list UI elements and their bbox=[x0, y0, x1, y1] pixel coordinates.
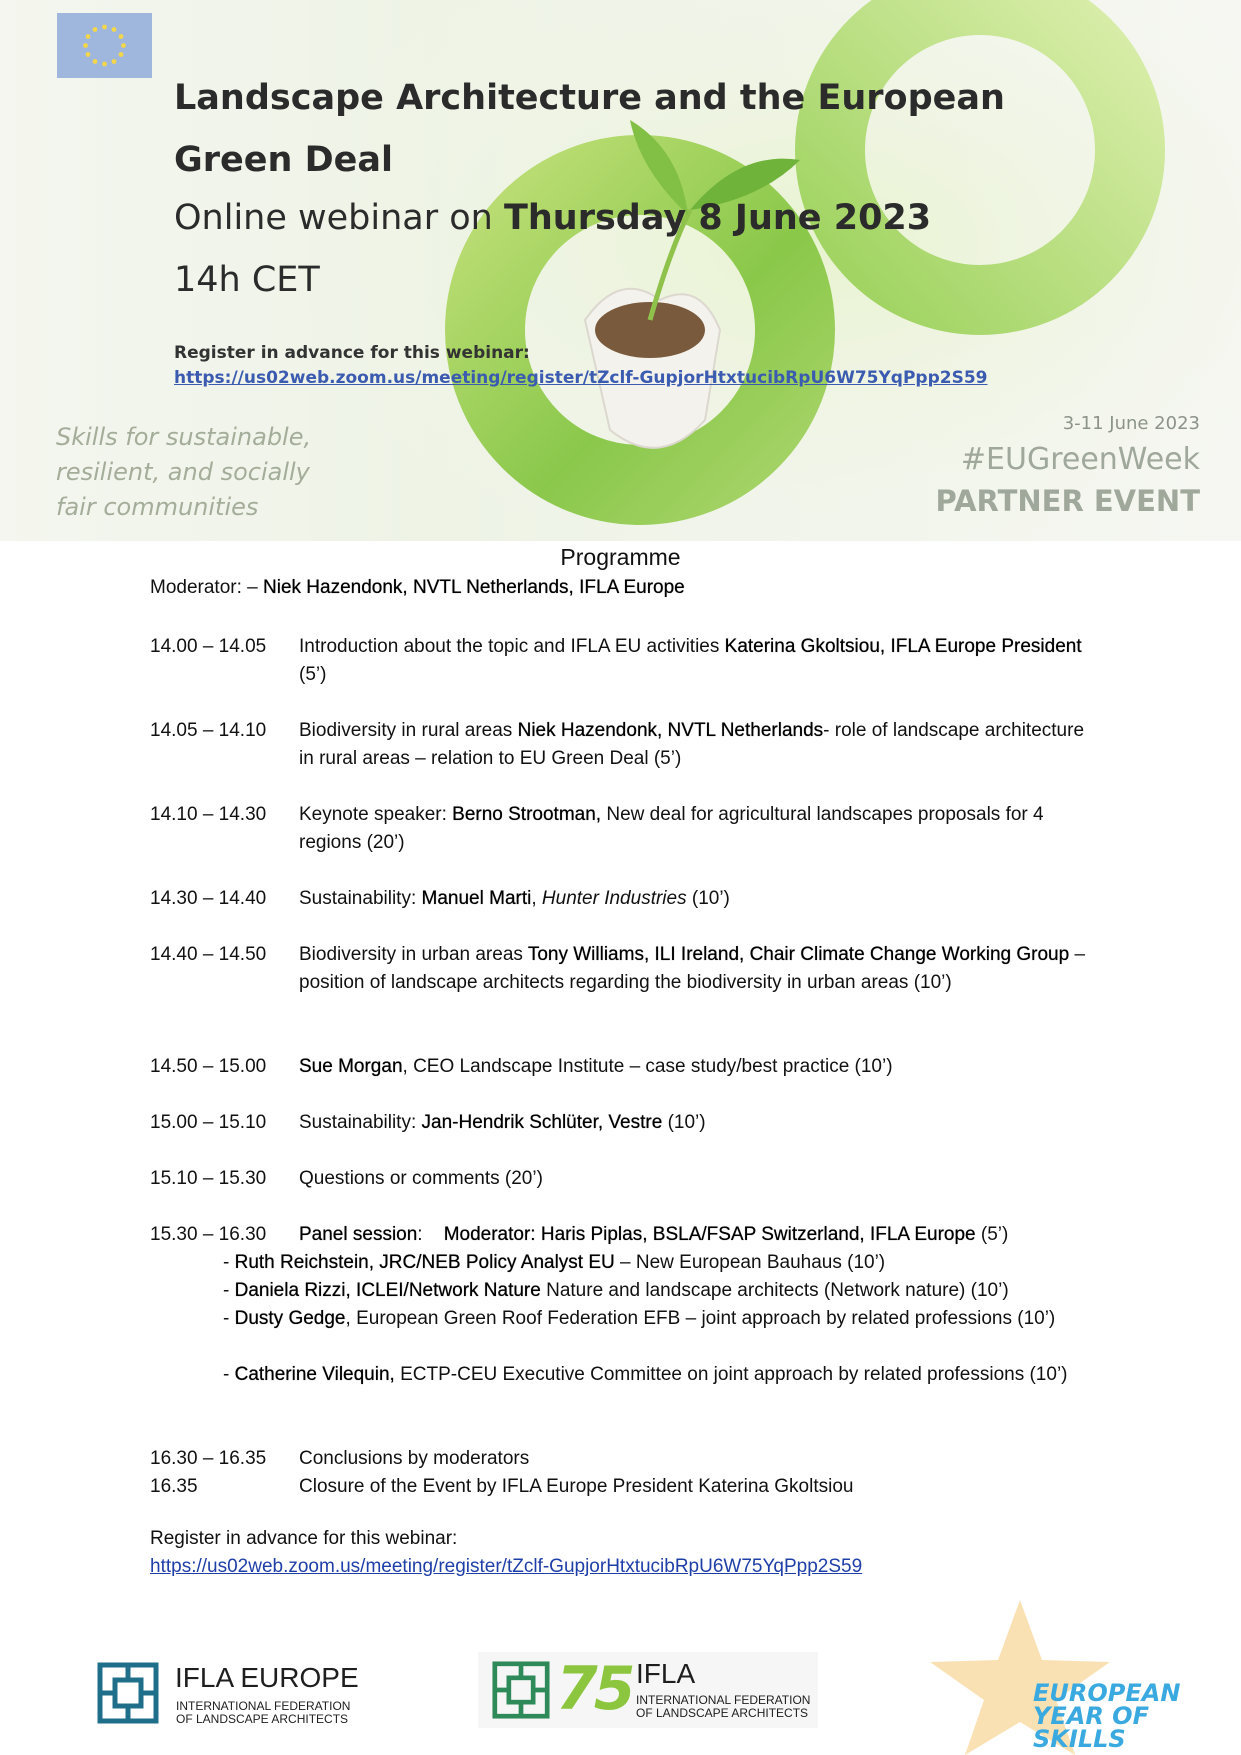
programme-item: 15.30 – 16.30 Panel session: Moderator: Haris Piplas, BSLA/FSAP Switzerland, IFLA Europe (5’) bbox=[150, 1221, 1090, 1249]
tagline-line: fair communities bbox=[56, 493, 259, 521]
programme-time: 14.50 – 15.00 bbox=[150, 1056, 267, 1077]
programme-moderator: Moderator: – Niek Hazendonk, NVTL Netherlands, IFLA Europe bbox=[150, 577, 685, 598]
banner-time: 14h CET bbox=[174, 260, 320, 300]
panel-member: - Daniela Rizzi, ICLEI/Network Nature Nature and landscape architects (Network nature) (10’) bbox=[223, 1280, 1009, 1301]
green-week-hashtag: #EUGreenWeek bbox=[960, 442, 1200, 477]
banner-title-line-3: Online webinar on Thursday 8 June 2023 bbox=[174, 198, 932, 238]
programme-item: 14.10 – 14.30 Keynote speaker: Berno Strootman, New deal for agricultural landscapes proposals for 4 regions (20’) bbox=[150, 801, 1090, 857]
programme-time: 15.10 – 15.30 bbox=[150, 1168, 267, 1189]
programme-item: 16.30 – 16.35 Conclusions by moderators bbox=[150, 1445, 1090, 1473]
european-year-of-skills-logo bbox=[920, 1600, 1180, 1755]
programme-item: 14.50 – 15.00 Sue Morgan, CEO Landscape Institute – case study/best practice (10’) bbox=[150, 1053, 1090, 1081]
panel-member: - Ruth Reichstein, JRC/NEB Policy Analyst EU – New European Bauhaus (10’) bbox=[223, 1252, 886, 1273]
programme-title: Programme bbox=[560, 544, 681, 570]
ifla-75-name: IFLA bbox=[636, 1658, 696, 1689]
programme-item: 15.00 – 15.10 Sustainability: Jan-Hendrik Schlüter, Vestre (10’) bbox=[150, 1109, 1090, 1137]
event-date: Thursday 8 June 2023 bbox=[504, 198, 932, 238]
panel-member: - Dusty Gedge, European Green Roof Federation EFB – joint approach by related professions (10’) bbox=[223, 1308, 1056, 1329]
ifla-75-subtitle: INTERNATIONAL FEDERATION OF LANDSCAPE ARCHITECTS bbox=[636, 1693, 811, 1720]
banner-title-line-1: Landscape Architecture and the European bbox=[174, 78, 1005, 118]
event-banner bbox=[0, 0, 1241, 541]
ifla-emblem-icon bbox=[492, 1661, 550, 1719]
banner-register-label: Register in advance for this webinar: bbox=[174, 343, 530, 363]
programme-time: 14.30 – 14.40 bbox=[150, 888, 267, 909]
register-link[interactable]: https://us02web.zoom.us/meeting/register/tZclf-GupjorHtxtucibRpU6W75YqPpp2S59 bbox=[150, 1556, 863, 1577]
tagline-line: Skills for sustainable, bbox=[56, 423, 312, 451]
eu-flag-icon bbox=[57, 13, 152, 78]
programme-time: 15.00 – 15.10 bbox=[150, 1112, 267, 1133]
ifla-75-number: 75 bbox=[556, 1654, 632, 1724]
panel-member: - Catherine Vilequin, ECTP-CEU Executive Committee on joint approach by related professions (10’) bbox=[223, 1364, 1068, 1385]
programme-item: 16.35 Closure of the Event by IFLA Europe President Katerina Gkoltsiou bbox=[150, 1473, 1090, 1501]
banner-tagline bbox=[56, 420, 311, 525]
programme-item: 14.00 – 14.05 Introduction about the topic and IFLA EU activities Katerina Gkoltsiou, IFLA Europe President (5’) bbox=[150, 633, 1090, 689]
ifla-emblem-icon bbox=[97, 1662, 159, 1724]
ifla-europe-name: IFLA EUROPE bbox=[175, 1662, 359, 1693]
register-label: Register in advance for this webinar: bbox=[150, 1528, 458, 1549]
programme-time: 14.05 – 14.10 bbox=[150, 720, 267, 741]
programme-item: 14.05 – 14.10 Biodiversity in rural areas Niek Hazendonk, NVTL Netherlands- role of landscape architecture in rural areas – relation to EU Green Deal (5’) bbox=[150, 717, 1090, 773]
tagline-line: resilient, and socially bbox=[56, 458, 310, 486]
programme-item: 14.40 – 14.50 Biodiversity in urban areas Tony Williams, ILI Ireland, Chair Climate Change Working Group – position of landscape architects regarding the biodiversity in urban areas (10’) bbox=[150, 941, 1090, 997]
programme-item: 15.10 – 15.30 Questions or comments (20’) bbox=[150, 1165, 1090, 1193]
skills-text: EUROPEAN YEAR OF SKILLS bbox=[1033, 1679, 1181, 1753]
programme-time: 16.35 bbox=[150, 1476, 198, 1497]
programme-time: 15.30 – 16.30 bbox=[150, 1224, 267, 1245]
partner-event-label: PARTNER EVENT bbox=[935, 484, 1200, 518]
banner-title-line-2: Green Deal bbox=[174, 140, 393, 180]
programme-time: 14.40 – 14.50 bbox=[150, 944, 267, 965]
banner-register-link[interactable]: https://us02web.zoom.us/meeting/register/tZclf-GupjorHtxtucibRpU6W75YqPpp2S59 bbox=[174, 368, 988, 388]
programme-time: 14.10 – 14.30 bbox=[150, 804, 267, 825]
programme-time: 16.30 – 16.35 bbox=[150, 1448, 267, 1469]
ifla-75-logo bbox=[478, 1652, 818, 1728]
programme-item: 14.30 – 14.40 Sustainability: Manuel Marti, Hunter Industries (10’) bbox=[150, 885, 1090, 913]
ifla-europe-logo bbox=[97, 1658, 357, 1730]
ifla-europe-subtitle: INTERNATIONAL FEDERATION OF LANDSCAPE ARCHITECTS bbox=[176, 1699, 351, 1726]
green-week-dates: 3-11 June 2023 bbox=[1062, 413, 1200, 434]
programme-time: 14.00 – 14.05 bbox=[150, 636, 267, 657]
